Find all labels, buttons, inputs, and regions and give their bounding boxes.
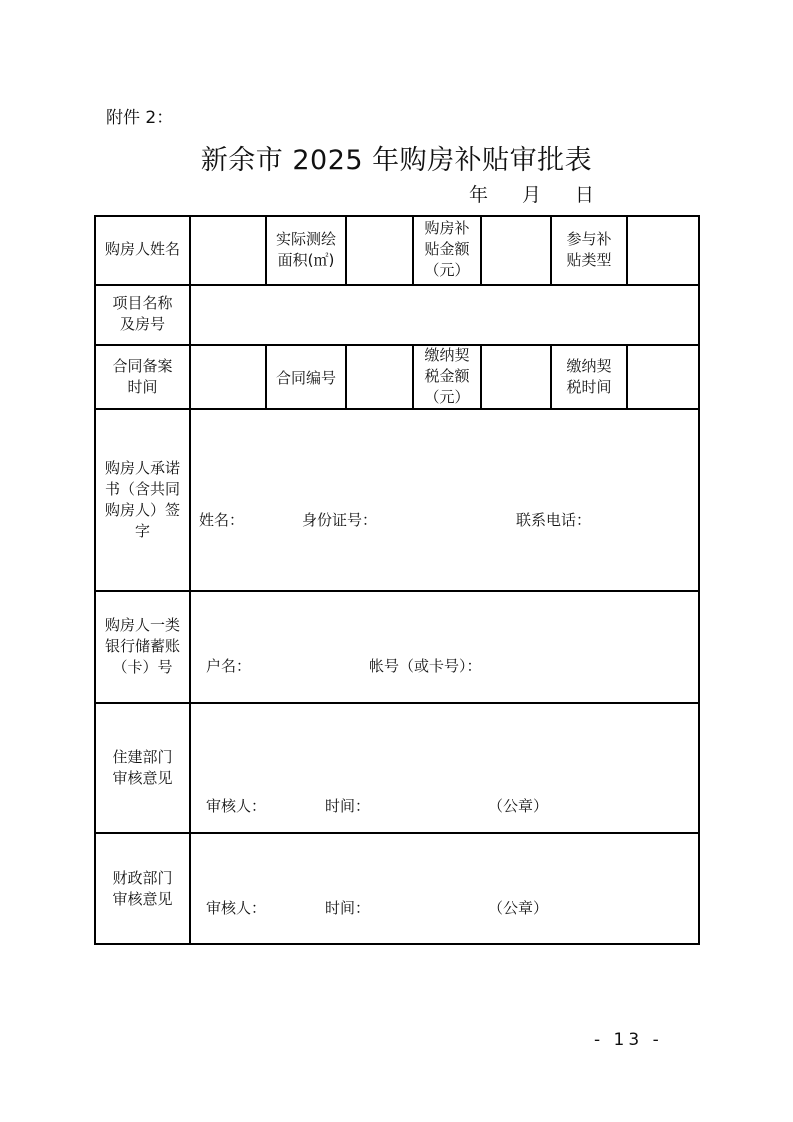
subsidy-type-label xyxy=(552,229,626,271)
finance-review-label-line2: 审核意见 xyxy=(112,890,173,908)
date-year: 年 xyxy=(469,184,489,206)
table-border-bottom xyxy=(94,943,700,945)
subsidy-amount-line1: 购房补 xyxy=(424,219,470,237)
bank-account-label-line1: 购房人一类 xyxy=(104,616,180,634)
subsidy-type-line1: 参与补 xyxy=(566,230,612,248)
deed-tax-amount-line3: （元） xyxy=(424,388,470,406)
date-line xyxy=(0,180,793,204)
area-label-line2: 面积(㎡) xyxy=(277,251,335,269)
approval-form-table xyxy=(94,215,700,945)
project-label xyxy=(96,293,189,335)
filing-time-label xyxy=(96,356,189,398)
housing-review-label-line1: 住建部门 xyxy=(112,748,173,766)
filing-time-line1: 合同备案 xyxy=(112,357,173,375)
filing-time-line2: 时间 xyxy=(127,378,158,396)
signature-phone-field[interactable]: 联系电话： xyxy=(516,511,592,529)
commitment-label-line3: 购房人）签 xyxy=(104,501,180,519)
finance-seal: （公章） xyxy=(488,899,549,917)
commitment-label-line2: 书（含共同 xyxy=(104,480,180,498)
row-divider xyxy=(94,408,700,410)
area-label-line1: 实际测绘 xyxy=(275,230,336,248)
finance-review-label xyxy=(96,868,189,910)
finance-review-label-line1: 财政部门 xyxy=(112,869,173,887)
page-number: - 13 - xyxy=(594,1030,663,1050)
date-day: 日 xyxy=(575,184,595,206)
housing-review-label xyxy=(96,747,189,789)
row-divider xyxy=(94,284,700,286)
deed-tax-amount-label xyxy=(414,345,480,408)
row-divider xyxy=(94,590,700,592)
col-divider xyxy=(480,215,482,285)
attachment-label: 附件 2： xyxy=(106,108,174,128)
finance-reviewer-field[interactable]: 审核人： xyxy=(206,899,267,917)
account-number-field[interactable]: 帐号（或卡号）： xyxy=(369,657,482,675)
row-divider xyxy=(94,702,700,704)
housing-review-label-line2: 审核意见 xyxy=(112,769,173,787)
housing-reviewer-field[interactable]: 审核人： xyxy=(206,797,267,815)
subsidy-type-line2: 贴类型 xyxy=(566,251,612,269)
signature-name-field[interactable]: 姓名： xyxy=(199,511,245,529)
area-label xyxy=(267,229,345,271)
row-divider xyxy=(94,832,700,834)
commitment-label xyxy=(96,458,189,542)
signature-id-field[interactable]: 身份证号： xyxy=(302,511,378,529)
contract-no-label: 合同编号 xyxy=(275,369,336,387)
commitment-label-line1: 购房人承诺 xyxy=(104,459,180,477)
col-divider xyxy=(626,215,628,285)
col-divider xyxy=(345,215,347,285)
col-divider xyxy=(345,345,347,409)
project-label-line2: 及房号 xyxy=(119,315,165,333)
row-divider xyxy=(94,344,700,346)
subsidy-amount-label xyxy=(414,218,480,281)
housing-seal: （公章） xyxy=(488,797,549,815)
form-title: 新余市 2025 年购房补贴审批表 xyxy=(200,145,593,176)
commitment-label-line4: 字 xyxy=(134,522,150,540)
finance-review-time-field[interactable]: 时间： xyxy=(325,899,371,917)
col-divider xyxy=(480,345,482,409)
bank-account-label-line3: （卡）号 xyxy=(112,658,173,676)
deed-tax-amount-line1: 缴纳契 xyxy=(424,346,470,364)
deed-tax-time-label xyxy=(552,356,626,398)
buyer-name-label: 购房人姓名 xyxy=(104,240,180,258)
col-divider xyxy=(626,345,628,409)
table-border-right xyxy=(698,215,700,945)
date-month: 月 xyxy=(522,184,542,206)
project-label-line1: 项目名称 xyxy=(112,294,173,312)
housing-review-time-field[interactable]: 时间： xyxy=(325,797,371,815)
bank-account-label-line2: 银行储蓄账 xyxy=(104,637,180,655)
col-divider xyxy=(189,215,191,945)
account-name-field[interactable]: 户名： xyxy=(206,657,252,675)
deed-tax-time-line2: 税时间 xyxy=(566,378,612,396)
subsidy-amount-line3: （元） xyxy=(424,261,470,279)
bank-account-label xyxy=(96,615,189,678)
deed-tax-amount-line2: 税金额 xyxy=(424,367,470,385)
subsidy-amount-line2: 贴金额 xyxy=(424,240,470,258)
table-border-top xyxy=(94,215,700,217)
deed-tax-time-line1: 缴纳契 xyxy=(566,357,612,375)
